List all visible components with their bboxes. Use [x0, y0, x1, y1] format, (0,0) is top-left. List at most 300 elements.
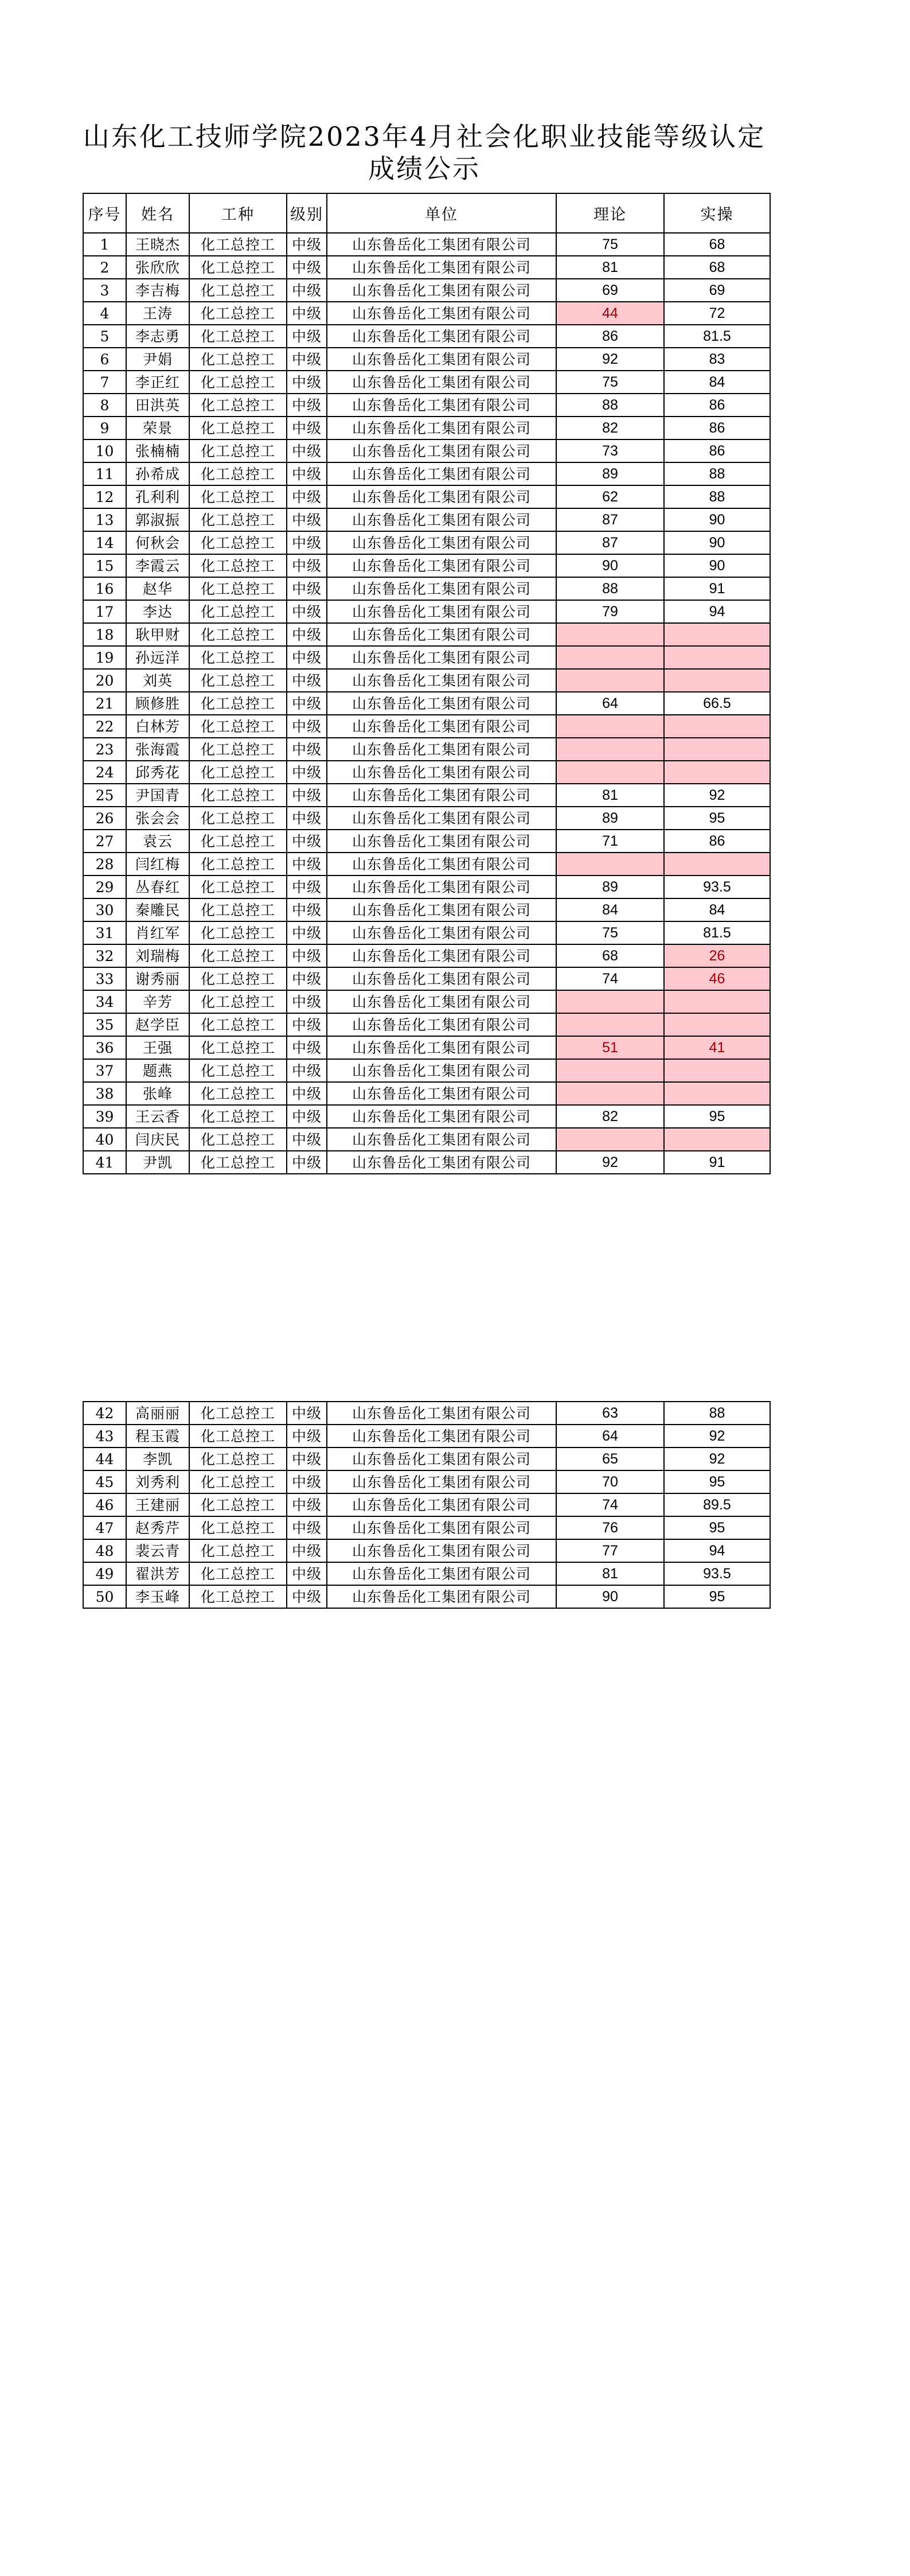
theory-score: 62: [556, 485, 664, 508]
table-row: [83, 1516, 770, 1539]
skill-level: 中级: [287, 623, 327, 646]
row-number: 35: [83, 1013, 126, 1036]
practice-score: 69: [664, 279, 770, 302]
employer-unit: 山东鲁岳化工集团有限公司: [327, 1539, 556, 1562]
skill-level: 中级: [287, 898, 327, 921]
header-no: 序号: [83, 193, 126, 233]
candidate-name: 李正红: [126, 371, 189, 394]
practice-score: 81.5: [664, 325, 770, 348]
row-number: 49: [83, 1562, 126, 1585]
row-number: 18: [83, 623, 126, 646]
table-row: [83, 1151, 770, 1174]
theory-score: 92: [556, 348, 664, 371]
job-type: 化工总控工: [189, 279, 287, 302]
skill-level: 中级: [287, 371, 327, 394]
employer-unit: 山东鲁岳化工集团有限公司: [327, 325, 556, 348]
table-row: [83, 853, 770, 875]
job-type: 化工总控工: [189, 669, 287, 692]
practice-score: 88: [664, 485, 770, 508]
row-number: 6: [83, 348, 126, 371]
row-number: 9: [83, 417, 126, 439]
skill-level: 中级: [287, 1059, 327, 1082]
theory-score: [556, 853, 664, 875]
theory-score: [556, 646, 664, 669]
job-type: 化工总控工: [189, 715, 287, 738]
practice-score: [664, 1082, 770, 1105]
table-row: [83, 830, 770, 853]
theory-score: [556, 1013, 664, 1036]
row-number: 22: [83, 715, 126, 738]
candidate-name: 李玉峰: [126, 1585, 189, 1608]
practice-score: [664, 738, 770, 761]
job-type: 化工总控工: [189, 577, 287, 600]
skill-level: 中级: [287, 1425, 327, 1447]
practice-score: 95: [664, 1516, 770, 1539]
skill-level: 中级: [287, 830, 327, 853]
table-row: [83, 302, 770, 325]
employer-unit: 山东鲁岳化工集团有限公司: [327, 531, 556, 554]
theory-score: 68: [556, 944, 664, 967]
candidate-name: 张会会: [126, 807, 189, 830]
candidate-name: 谢秀丽: [126, 967, 189, 990]
table-row: [83, 898, 770, 921]
row-number: 19: [83, 646, 126, 669]
practice-score: 95: [664, 1470, 770, 1493]
theory-score: 90: [556, 554, 664, 577]
candidate-name: 荣景: [126, 417, 189, 439]
employer-unit: 山东鲁岳化工集团有限公司: [327, 1493, 556, 1516]
skill-level: 中级: [287, 508, 327, 531]
employer-unit: 山东鲁岳化工集团有限公司: [327, 875, 556, 898]
row-number: 3: [83, 279, 126, 302]
row-number: 31: [83, 921, 126, 944]
row-number: 48: [83, 1539, 126, 1562]
job-type: 化工总控工: [189, 485, 287, 508]
theory-score: 63: [556, 1402, 664, 1425]
employer-unit: 山东鲁岳化工集团有限公司: [327, 485, 556, 508]
job-type: 化工总控工: [189, 1562, 287, 1585]
table-row: [83, 233, 770, 256]
employer-unit: 山东鲁岳化工集团有限公司: [327, 1447, 556, 1470]
row-number: 36: [83, 1036, 126, 1059]
skill-level: 中级: [287, 577, 327, 600]
skill-level: 中级: [287, 738, 327, 761]
table-row: [83, 623, 770, 646]
job-type: 化工总控工: [189, 898, 287, 921]
table-row: [83, 577, 770, 600]
job-type: 化工总控工: [189, 990, 287, 1013]
row-number: 17: [83, 600, 126, 623]
practice-score: 92: [664, 1447, 770, 1470]
employer-unit: 山东鲁岳化工集团有限公司: [327, 417, 556, 439]
table-header-row: [83, 193, 770, 233]
candidate-name: 丛春红: [126, 875, 189, 898]
table-row: [83, 394, 770, 417]
job-type: 化工总控工: [189, 508, 287, 531]
skill-level: 中级: [287, 784, 327, 807]
practice-score: 81.5: [664, 921, 770, 944]
table-row: [83, 646, 770, 669]
job-type: 化工总控工: [189, 1447, 287, 1470]
candidate-name: 李达: [126, 600, 189, 623]
candidate-name: 李凯: [126, 1447, 189, 1470]
job-type: 化工总控工: [189, 944, 287, 967]
practice-score: 93.5: [664, 875, 770, 898]
practice-score: [664, 1059, 770, 1082]
row-number: 20: [83, 669, 126, 692]
theory-score: 77: [556, 1539, 664, 1562]
skill-level: 中级: [287, 348, 327, 371]
theory-score: [556, 623, 664, 646]
skill-level: 中级: [287, 417, 327, 439]
candidate-name: 题燕: [126, 1059, 189, 1082]
theory-score: [556, 1059, 664, 1082]
job-type: 化工总控工: [189, 1402, 287, 1425]
candidate-name: 白林芳: [126, 715, 189, 738]
score-table-page-1: [83, 193, 771, 1174]
skill-level: 中级: [287, 600, 327, 623]
table-row: [83, 325, 770, 348]
candidate-name: 李志勇: [126, 325, 189, 348]
table-row: [83, 600, 770, 623]
practice-score: 90: [664, 554, 770, 577]
candidate-name: 孙远洋: [126, 646, 189, 669]
candidate-name: 刘英: [126, 669, 189, 692]
practice-score: 95: [664, 1585, 770, 1608]
job-type: 化工总控工: [189, 1470, 287, 1493]
practice-score: 92: [664, 1425, 770, 1447]
theory-score: 74: [556, 967, 664, 990]
skill-level: 中级: [287, 485, 327, 508]
candidate-name: 张海霞: [126, 738, 189, 761]
practice-score: [664, 761, 770, 784]
row-number: 28: [83, 853, 126, 875]
theory-score: 88: [556, 394, 664, 417]
employer-unit: 山东鲁岳化工集团有限公司: [327, 1425, 556, 1447]
skill-level: 中级: [287, 853, 327, 875]
candidate-name: 刘秀利: [126, 1470, 189, 1493]
job-type: 化工总控工: [189, 1585, 287, 1608]
skill-level: 中级: [287, 967, 327, 990]
table-row: [83, 417, 770, 439]
skill-level: 中级: [287, 1128, 327, 1151]
employer-unit: 山东鲁岳化工集团有限公司: [327, 1059, 556, 1082]
practice-score: 68: [664, 233, 770, 256]
employer-unit: 山东鲁岳化工集团有限公司: [327, 898, 556, 921]
table-row: [83, 1082, 770, 1105]
theory-score: 74: [556, 1493, 664, 1516]
table-row: [83, 875, 770, 898]
table-row: [83, 554, 770, 577]
header-type: 工种: [189, 193, 287, 233]
job-type: 化工总控工: [189, 531, 287, 554]
candidate-name: 赵秀芹: [126, 1516, 189, 1539]
candidate-name: 赵华: [126, 577, 189, 600]
table-row: [83, 1562, 770, 1585]
theory-score: 82: [556, 1105, 664, 1128]
practice-score: 46: [664, 967, 770, 990]
job-type: 化工总控工: [189, 600, 287, 623]
job-type: 化工总控工: [189, 830, 287, 853]
candidate-name: 程玉霞: [126, 1425, 189, 1447]
candidate-name: 田洪英: [126, 394, 189, 417]
employer-unit: 山东鲁岳化工集团有限公司: [327, 738, 556, 761]
practice-score: [664, 669, 770, 692]
practice-score: 92: [664, 784, 770, 807]
row-number: 29: [83, 875, 126, 898]
practice-score: [664, 623, 770, 646]
job-type: 化工总控工: [189, 921, 287, 944]
candidate-name: 秦雕民: [126, 898, 189, 921]
table-row: [83, 921, 770, 944]
theory-score: [556, 1128, 664, 1151]
row-number: 12: [83, 485, 126, 508]
employer-unit: 山东鲁岳化工集团有限公司: [327, 1562, 556, 1585]
table-row: [83, 348, 770, 371]
candidate-name: 张楠楠: [126, 439, 189, 462]
row-number: 25: [83, 784, 126, 807]
practice-score: [664, 715, 770, 738]
candidate-name: 刘瑞梅: [126, 944, 189, 967]
practice-score: 72: [664, 302, 770, 325]
skill-level: 中级: [287, 394, 327, 417]
theory-score: 89: [556, 875, 664, 898]
table-row: [83, 439, 770, 462]
skill-level: 中级: [287, 715, 327, 738]
candidate-name: 王云香: [126, 1105, 189, 1128]
employer-unit: 山东鲁岳化工集团有限公司: [327, 853, 556, 875]
job-type: 化工总控工: [189, 394, 287, 417]
theory-score: 81: [556, 784, 664, 807]
candidate-name: 李霞云: [126, 554, 189, 577]
candidate-name: 孙希成: [126, 462, 189, 485]
practice-score: 88: [664, 462, 770, 485]
employer-unit: 山东鲁岳化工集团有限公司: [327, 302, 556, 325]
candidate-name: 李吉梅: [126, 279, 189, 302]
job-type: 化工总控工: [189, 1151, 287, 1174]
candidate-name: 袁云: [126, 830, 189, 853]
candidate-name: 王建丽: [126, 1493, 189, 1516]
job-type: 化工总控工: [189, 1036, 287, 1059]
table-row: [83, 1585, 770, 1608]
skill-level: 中级: [287, 1585, 327, 1608]
candidate-name: 翟洪芳: [126, 1562, 189, 1585]
skill-level: 中级: [287, 1562, 327, 1585]
row-number: 15: [83, 554, 126, 577]
employer-unit: 山东鲁岳化工集团有限公司: [327, 669, 556, 692]
row-number: 44: [83, 1447, 126, 1470]
score-table-page-2: [83, 1401, 771, 1609]
theory-score: [556, 715, 664, 738]
document-subtitle: 成绩公示: [368, 153, 481, 184]
job-type: 化工总控工: [189, 853, 287, 875]
table-row: [83, 738, 770, 761]
employer-unit: 山东鲁岳化工集团有限公司: [327, 921, 556, 944]
row-number: 27: [83, 830, 126, 853]
employer-unit: 山东鲁岳化工集团有限公司: [327, 394, 556, 417]
job-type: 化工总控工: [189, 623, 287, 646]
employer-unit: 山东鲁岳化工集团有限公司: [327, 715, 556, 738]
employer-unit: 山东鲁岳化工集团有限公司: [327, 1470, 556, 1493]
candidate-name: 耿甲财: [126, 623, 189, 646]
theory-score: [556, 990, 664, 1013]
row-number: 1: [83, 233, 126, 256]
row-number: 40: [83, 1128, 126, 1151]
job-type: 化工总控工: [189, 1059, 287, 1082]
header-theory: 理论: [556, 193, 664, 233]
practice-score: 95: [664, 807, 770, 830]
skill-level: 中级: [287, 921, 327, 944]
job-type: 化工总控工: [189, 439, 287, 462]
skill-level: 中级: [287, 1402, 327, 1425]
employer-unit: 山东鲁岳化工集团有限公司: [327, 623, 556, 646]
row-number: 11: [83, 462, 126, 485]
theory-score: 71: [556, 830, 664, 853]
job-type: 化工总控工: [189, 554, 287, 577]
row-number: 32: [83, 944, 126, 967]
theory-score: 64: [556, 1425, 664, 1447]
skill-level: 中级: [287, 875, 327, 898]
row-number: 39: [83, 1105, 126, 1128]
skill-level: 中级: [287, 531, 327, 554]
skill-level: 中级: [287, 1447, 327, 1470]
table-row: [83, 1447, 770, 1470]
row-number: 24: [83, 761, 126, 784]
employer-unit: 山东鲁岳化工集团有限公司: [327, 830, 556, 853]
row-number: 41: [83, 1151, 126, 1174]
job-type: 化工总控工: [189, 1516, 287, 1539]
skill-level: 中级: [287, 1151, 327, 1174]
table-row: [83, 1539, 770, 1562]
practice-score: 95: [664, 1105, 770, 1128]
skill-level: 中级: [287, 761, 327, 784]
job-type: 化工总控工: [189, 761, 287, 784]
job-type: 化工总控工: [189, 233, 287, 256]
table-row: [83, 967, 770, 990]
skill-level: 中级: [287, 554, 327, 577]
row-number: 14: [83, 531, 126, 554]
row-number: 8: [83, 394, 126, 417]
theory-score: 92: [556, 1151, 664, 1174]
job-type: 化工总控工: [189, 1128, 287, 1151]
candidate-name: 顾修胜: [126, 692, 189, 715]
employer-unit: 山东鲁岳化工集团有限公司: [327, 807, 556, 830]
table-row: [83, 1059, 770, 1082]
candidate-name: 张峰: [126, 1082, 189, 1105]
job-type: 化工总控工: [189, 807, 287, 830]
theory-score: 75: [556, 371, 664, 394]
employer-unit: 山东鲁岳化工集团有限公司: [327, 1402, 556, 1425]
theory-score: 69: [556, 279, 664, 302]
employer-unit: 山东鲁岳化工集团有限公司: [327, 279, 556, 302]
skill-level: 中级: [287, 1493, 327, 1516]
theory-score: 81: [556, 256, 664, 279]
practice-score: 88: [664, 1402, 770, 1425]
skill-level: 中级: [287, 439, 327, 462]
job-type: 化工总控工: [189, 256, 287, 279]
header-unit: 单位: [327, 193, 556, 233]
job-type: 化工总控工: [189, 646, 287, 669]
skill-level: 中级: [287, 990, 327, 1013]
table-row: [83, 371, 770, 394]
job-type: 化工总控工: [189, 1013, 287, 1036]
row-number: 4: [83, 302, 126, 325]
employer-unit: 山东鲁岳化工集团有限公司: [327, 967, 556, 990]
practice-score: 86: [664, 394, 770, 417]
practice-score: 86: [664, 439, 770, 462]
row-number: 13: [83, 508, 126, 531]
candidate-name: 孔利利: [126, 485, 189, 508]
theory-score: 86: [556, 325, 664, 348]
row-number: 23: [83, 738, 126, 761]
employer-unit: 山东鲁岳化工集团有限公司: [327, 1585, 556, 1608]
table-row: [83, 1493, 770, 1516]
theory-score: 79: [556, 600, 664, 623]
candidate-name: 尹娟: [126, 348, 189, 371]
row-number: 26: [83, 807, 126, 830]
theory-score: [556, 1082, 664, 1105]
theory-score: 82: [556, 417, 664, 439]
theory-score: 81: [556, 1562, 664, 1585]
job-type: 化工总控工: [189, 1425, 287, 1447]
table-row: [83, 990, 770, 1013]
employer-unit: 山东鲁岳化工集团有限公司: [327, 1128, 556, 1151]
employer-unit: 山东鲁岳化工集团有限公司: [327, 577, 556, 600]
row-number: 21: [83, 692, 126, 715]
practice-score: 90: [664, 531, 770, 554]
row-number: 34: [83, 990, 126, 1013]
employer-unit: 山东鲁岳化工集团有限公司: [327, 646, 556, 669]
job-type: 化工总控工: [189, 1105, 287, 1128]
practice-score: 66.5: [664, 692, 770, 715]
practice-score: 84: [664, 898, 770, 921]
theory-score: 70: [556, 1470, 664, 1493]
candidate-name: 高丽丽: [126, 1402, 189, 1425]
header-level: 级别: [287, 193, 327, 233]
job-type: 化工总控工: [189, 371, 287, 394]
theory-score: 65: [556, 1447, 664, 1470]
row-number: 7: [83, 371, 126, 394]
row-number: 46: [83, 1493, 126, 1516]
candidate-name: 闫庆民: [126, 1128, 189, 1151]
row-number: 10: [83, 439, 126, 462]
practice-score: 94: [664, 1539, 770, 1562]
candidate-name: 邱秀花: [126, 761, 189, 784]
job-type: 化工总控工: [189, 738, 287, 761]
candidate-name: 尹凯: [126, 1151, 189, 1174]
practice-score: [664, 990, 770, 1013]
table-row: [83, 279, 770, 302]
employer-unit: 山东鲁岳化工集团有限公司: [327, 1036, 556, 1059]
practice-score: 68: [664, 256, 770, 279]
skill-level: 中级: [287, 325, 327, 348]
theory-score: 87: [556, 531, 664, 554]
table-row: [83, 462, 770, 485]
table-row: [83, 485, 770, 508]
employer-unit: 山东鲁岳化工集团有限公司: [327, 554, 556, 577]
employer-unit: 山东鲁岳化工集团有限公司: [327, 944, 556, 967]
theory-score: 76: [556, 1516, 664, 1539]
employer-unit: 山东鲁岳化工集团有限公司: [327, 439, 556, 462]
theory-score: 90: [556, 1585, 664, 1608]
table-row: [83, 807, 770, 830]
job-type: 化工总控工: [189, 1539, 287, 1562]
employer-unit: 山东鲁岳化工集团有限公司: [327, 692, 556, 715]
candidate-name: 尹国青: [126, 784, 189, 807]
practice-score: [664, 853, 770, 875]
practice-score: [664, 1013, 770, 1036]
skill-level: 中级: [287, 1105, 327, 1128]
